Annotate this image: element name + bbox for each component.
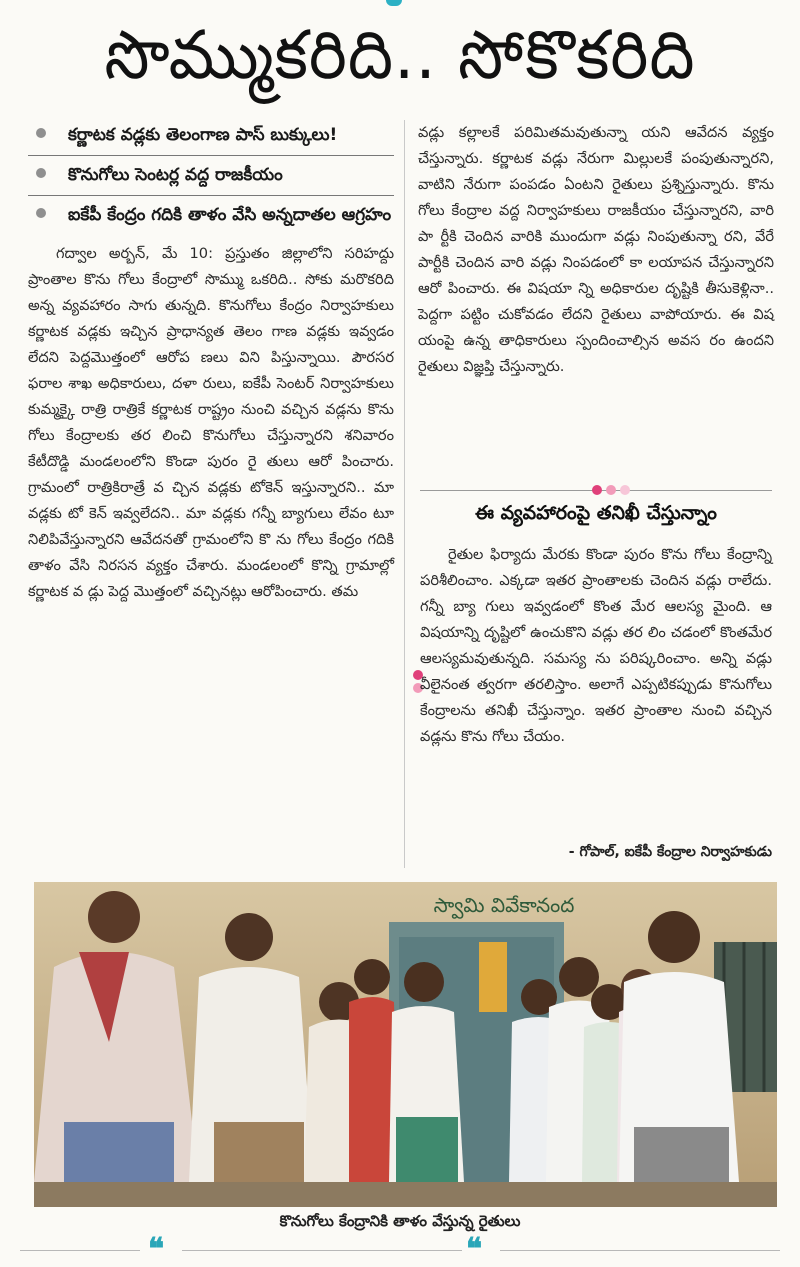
bullet-3-text: ఐకేపీ కేంద్రం గదికి తాళం వేసి అన్నదాతల ఆగ్రహం (68, 205, 392, 225)
quote-mark-icon: ❝ (466, 1232, 483, 1267)
pink-dots-icon (592, 485, 630, 495)
bullet-2 (28, 158, 394, 193)
headline: సొమ్ముకరిది.. సోకొకరిది (104, 17, 696, 95)
photo-caption: కొనుగోలు కేంద్రానికి తాళం వేస్తున్న రైతులు (279, 1212, 521, 1230)
bullet-1 (28, 118, 394, 153)
footer-rule-left (20, 1250, 140, 1251)
bullet-3 (28, 198, 394, 233)
right-column (418, 120, 774, 380)
article-body-right: వడ్లు కల్లాలకే పరిమితమవుతున్నా యని ఆవేదన వ్యక్తం చేస్తున్నారు. కర్ణాటక వడ్లు నేరుగా మిల్లులకే పంపుతున్నారని, వాటిని నేరుగా పంపడం ఏంటని రైతులు ప్రశ్నిస్తున్నారు. కొను గోలు కేంద్రాల వద్ద నిర్వాహకులు రాజకీయం చేస్తున్నారని, వారి పా ర్టీకి చెందిన వారికి ముందుగా వడ్లు నింపుతున్నా రని, వేరే పార్టీకి చెందిన వారి వడ్లు నింపడంలో కా లయాపన చేస్తున్నారని ఆరో పించారు. ఈ విషయా న్ని అధికారుల దృష్టికి తీసుకెళ్లినా.. పెద్దగా పట్టిం చుకోవడం లేదని రైతులు వాపోయారు. ఈ విష యంపై ఉన్న తాధికారులు స్పందించాల్సిన అవస రం ఉందని రైతులు విజ్ఞప్తి చేస్తున్నారు. (418, 124, 774, 375)
column-divider (404, 120, 405, 868)
bullet-1-text: కర్ణాటక వడ్లకు తెలంగాణ పాస్ బుక్కులు! (68, 125, 338, 145)
bullet-2-text: కొనుగోలు సెంటర్ల వద్ద రాజకీయం (68, 165, 283, 185)
article-body-left: గద్వాల అర్బన్, మే 10: ప్రస్తుతం జిల్లాలోని సరిహద్దు ప్రాంతాల కొను గోలు కేంద్రాలో సొమ్ము ఒకరిది.. సోకు మరొకరిది అన్న వ్యవహారం సాగు తున్నది. కొనుగోలు కేంద్రం నిర్వాహకులు కర్ణాటక వడ్లకు ఇచ్చిన ప్రాధాన్యత తెలం గాణ వడ్లకు ఇవ్వడం లేదని పెద్దమొత్తంలో ఆరోప ణలు విని పిస్తున్నాయి. పౌరసర ఫరాల శాఖ అధికారులు, దళా రులు, ఐకేపీ సెంటర్ నిర్వాహకులు కుమ్మక్కై రాత్రి రాత్రికే కర్ణాటక రాష్ట్రం నుంచి వచ్చిన వడ్లను కొను గోలు కేంద్రాలకు తర లించి కొనుగోలు చేస్తున్నారని శనివారం కేటీదొడ్డి మండలంలోని కొండా పురం రై తులు ఆరో పించారు. గ్రామంలో రాత్రికిరాత్రే వ చ్చిన వడ్లకు టోకెన్ ఇస్తున్నారని.. మా వడ్లకు టో కెన్ ఇవ్వలేదని.. మా వడ్లకు గన్నీ బ్యాగులు లేవం టూ నిలిపివేస్తున్నారని ఆవేదనతో గ్రామంలోని కొ ను గోలు కేంద్రం గదికి తాళం వేసి నిరసన వ్యక్తం చేశారు. మండలంలో కొన్ని గ్రామాల్లో కర్ణాటక వ డ్లు పెద్ద మొత్తంలో వచ్చినట్లు ఆరోపించారు. తమ (28, 245, 394, 600)
photo-sign-text: స్వామి వివేకానంద (433, 893, 575, 917)
bullet-dot-icon (36, 208, 46, 218)
bullet-dot-icon (36, 168, 46, 178)
left-column (28, 118, 394, 605)
footer-rule-middle (182, 1250, 462, 1251)
farmers-locking-center-photo (34, 882, 777, 1207)
quote-mark-icon: ❝ (148, 1232, 165, 1267)
bullet-dot-icon (36, 128, 46, 138)
news-photo (34, 882, 777, 1207)
quote-attribution: - గోపాల్, ఐకేపీ కేంద్రాల నిర్వాహకుడు (568, 844, 772, 860)
bullet-divider (28, 195, 394, 196)
footer-rule-right (500, 1250, 780, 1251)
quote-body: రైతుల ఫిర్యాదు మేరకు కొండా పురం కొను గోలు కేంద్రాన్ని పరిశీలించాం. ఎక్కడా ఇతర ప్రాంతాలకు చెందిన వడ్లు రాలేదు. గన్నీ బ్యా గులు ఇవ్వడంలో కొంత మేర ఆలస్య మైంది. ఆ విషయాన్ని దృష్టిలో ఉంచుకొని వడ్లు తర లిం చడంలో కొంతమేర ఆలస్యమవుతున్నది. సమస్య ను పరిష్కరించాం. అన్ని వడ్లు వీలైనంత త్వరగా తరలిస్తాం. అలాగే ఎప్పటికప్పుడు కొనుగోలు కేంద్రాలను తనిఖీ చేస్తున్నాం. ఇతర ప్రాంతాల నుంచి వచ్చిన వడ్లను కొను గోలు చేయం. (420, 546, 772, 745)
quote-subhead: ఈ వ్యవహారంపై తనిఖీ చేస్తున్నాం (475, 502, 717, 524)
bullet-divider (28, 155, 394, 156)
